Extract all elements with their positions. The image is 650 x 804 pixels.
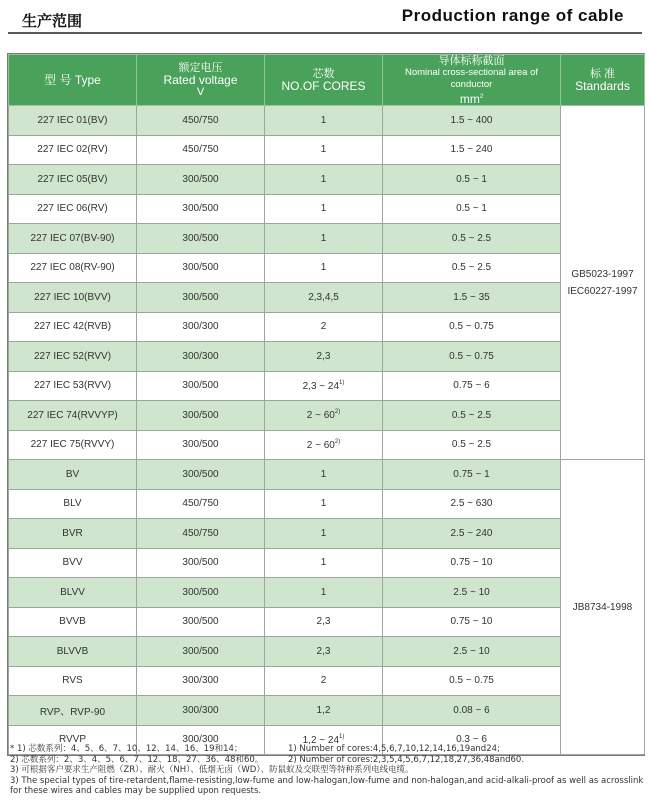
cores-value: 2,3,4,5 (308, 291, 339, 303)
table-row (9, 283, 645, 313)
cores-value: 1 (320, 232, 327, 244)
cell-cores (265, 460, 383, 490)
cell-voltage: 300/500 (137, 578, 265, 608)
cell-voltage: 300/500 (137, 253, 265, 283)
cell-cores (265, 165, 383, 195)
cell-voltage: 450/750 (137, 489, 265, 519)
header-divider (8, 32, 642, 34)
note-3-en: 3) The special types of tire-retardent,flame-resisting,low-fume and low-halogan,low-fume and non-halogan,and acid-alkali-proof as well as acrosslink (10, 775, 644, 786)
cores-value: 1 (320, 173, 327, 185)
cell-type: 227 IEC 05(BV) (9, 165, 137, 195)
cell-type: 227 IEC 53(RVV) (9, 371, 137, 401)
table-header-row (9, 55, 645, 106)
cell-area: 2.5 ~ 240 (383, 519, 561, 549)
col-header-area (383, 55, 561, 106)
cell-standard-group-2: JB8734-1998 (561, 460, 645, 755)
cores-value: 1 (320, 468, 327, 480)
voltage-label-en: Rated voltage (163, 73, 238, 87)
cell-area: 0.5 ~ 2.5 (383, 430, 561, 460)
cell-area: 0.75 ~ 10 (383, 607, 561, 637)
cell-area: 0.75 ~ 6 (383, 371, 561, 401)
area-label-en: Nominal cross-sectional area of conductor (404, 67, 539, 90)
table-row (9, 224, 645, 254)
cell-voltage: 300/500 (137, 430, 265, 460)
cell-voltage: 300/500 (137, 607, 265, 637)
cores-footnote-mark: 1) (339, 379, 345, 386)
standards-label-cn: 标 准 (589, 68, 616, 80)
cell-voltage: 300/300 (137, 725, 265, 755)
table-row (9, 637, 645, 667)
cell-cores (265, 253, 383, 283)
cell-area: 2.5 ~ 10 (383, 578, 561, 608)
table-row (9, 607, 645, 637)
cell-type: 227 IEC 42(RVB) (9, 312, 137, 342)
table-row (9, 519, 645, 549)
area-unit-sup: 2 (479, 94, 484, 100)
cell-area: 0.5 ~ 0.75 (383, 666, 561, 696)
cell-type: 227 IEC 75(RVVY) (9, 430, 137, 460)
cell-type: 227 IEC 01(BV) (9, 106, 137, 136)
cell-standard-group-1 (561, 106, 645, 460)
cell-voltage: 300/500 (137, 548, 265, 578)
cores-value: 2 ~ 60 (306, 410, 335, 422)
table-body (9, 106, 645, 755)
cell-cores (265, 342, 383, 372)
table-row (9, 342, 645, 372)
table-row (9, 253, 645, 283)
table-row (9, 312, 645, 342)
cell-area: 1.5 ~ 35 (383, 283, 561, 313)
cell-area: 0.5 ~ 1 (383, 194, 561, 224)
cores-value: 2 (320, 675, 327, 687)
cell-voltage: 450/750 (137, 519, 265, 549)
cores-footnote-mark: 2) (334, 438, 341, 445)
cores-value: 1 (320, 144, 327, 156)
cell-type: 227 IEC 07(BV-90) (9, 224, 137, 254)
cores-value: 1 (320, 527, 327, 539)
title-english: Production range of cable (401, 6, 624, 25)
cores-footnote-mark: 1) (339, 733, 345, 740)
col-header-standards (561, 55, 645, 106)
table-row (9, 489, 645, 519)
cell-area: 0.08 ~ 6 (383, 696, 561, 726)
cell-area: 0.3 ~ 6 (383, 725, 561, 755)
cell-cores (265, 312, 383, 342)
table-row (9, 371, 645, 401)
cell-voltage: 300/300 (137, 342, 265, 372)
table-row (9, 165, 645, 195)
cell-cores (265, 283, 383, 313)
cell-type: BVVB (9, 607, 137, 637)
cores-value: 2 ~ 60 (306, 439, 335, 451)
cell-voltage: 300/500 (137, 194, 265, 224)
standards-label-en: Standards (575, 79, 630, 93)
cell-cores (265, 371, 383, 401)
cores-value: 1,2 (316, 704, 331, 716)
note-3-en-cont: for these wires and cables may be supplied upon requests. (10, 786, 262, 796)
cell-area: 2.5 ~ 10 (383, 637, 561, 667)
table-row (9, 106, 645, 136)
cell-voltage: 300/500 (137, 637, 265, 667)
standard-gb: GB5023-1997 (571, 268, 634, 280)
cell-type: RVVP (9, 725, 137, 755)
note-2-cn: 2) 芯数系列：2、3、4、5、6、7、12、18、27、36、48和60。 (10, 754, 264, 765)
table-row (9, 666, 645, 696)
title-chinese: 生产范围 (22, 12, 83, 30)
table-row (9, 696, 645, 726)
cell-voltage: 450/750 (137, 135, 265, 165)
cell-type: BVV (9, 548, 137, 578)
cell-cores (265, 696, 383, 726)
cores-value: 1 (320, 203, 327, 215)
cell-area: 0.5 ~ 1 (383, 165, 561, 195)
cell-type: 227 IEC 10(BVV) (9, 283, 137, 313)
cell-voltage: 300/500 (137, 371, 265, 401)
cell-area: 0.5 ~ 2.5 (383, 401, 561, 431)
cores-value: 1 (320, 114, 327, 126)
cell-voltage: 300/500 (137, 401, 265, 431)
area-unit-text: mm (459, 92, 480, 106)
cores-value: 2,3 ~ 24 (302, 380, 340, 392)
cell-type: BLVV (9, 578, 137, 608)
table-row (9, 578, 645, 608)
note-3-cn: 3) 可根据客户要求生产阻燃（ZR）、耐火（NH）、低烟无卤（WD）、防鼠蚁及交联型等特种系列电线电缆。 (10, 765, 414, 775)
cores-value: 2,3 (316, 645, 331, 657)
cell-type: 227 IEC 74(RVVYP) (9, 401, 137, 431)
cell-type: BVR (9, 519, 137, 549)
cores-value: 2,3 (316, 350, 331, 362)
cell-voltage: 300/500 (137, 224, 265, 254)
note-1-en: 1) Number of cores:4,5,6,7,10,12,14,16,19and24; (288, 744, 500, 754)
cell-type: 227 IEC 52(RVV) (9, 342, 137, 372)
cores-value: 2,3 (316, 616, 331, 628)
cell-type: BV (9, 460, 137, 490)
cell-type: BLV (9, 489, 137, 519)
table-row (9, 548, 645, 578)
cell-voltage: 300/500 (137, 283, 265, 313)
cell-area: 0.5 ~ 0.75 (383, 342, 561, 372)
cores-value: 1 (320, 498, 327, 510)
note-2-en: 2) Number of cores:2,3,5,4,5,6,7,12,18,27,36,48and60. (288, 754, 525, 765)
cores-value: 1 (320, 262, 327, 274)
voltage-unit: V (196, 86, 205, 98)
footnotes (10, 744, 644, 797)
cell-cores (265, 194, 383, 224)
cell-cores (265, 489, 383, 519)
cores-value: 2 (320, 321, 327, 333)
cores-label-cn: 芯数 (312, 68, 335, 80)
area-unit (383, 91, 560, 105)
table-row (9, 194, 645, 224)
cell-cores (265, 548, 383, 578)
area-label-cn: 导体标称截面 (438, 55, 505, 67)
cores-value: 1 (320, 586, 327, 598)
standard-iec: IEC60227-1997 (567, 285, 638, 297)
cell-voltage: 300/500 (137, 460, 265, 490)
cores-footnote-mark: 2) (334, 409, 341, 416)
cell-cores (265, 637, 383, 667)
table-row (9, 430, 645, 460)
voltage-label-cn: 额定电压 (178, 62, 223, 74)
cell-area: 1.5 ~ 400 (383, 106, 561, 136)
table-row (9, 135, 645, 165)
cores-value: 1,2 ~ 24 (302, 734, 340, 746)
page-header (0, 0, 650, 40)
col-header-cores (265, 55, 383, 106)
col-header-type: 型 号 Type (9, 55, 137, 106)
cell-area: 0.75 ~ 1 (383, 460, 561, 490)
cell-area: 0.5 ~ 2.5 (383, 224, 561, 254)
cell-voltage: 450/750 (137, 106, 265, 136)
cell-cores (265, 578, 383, 608)
production-range-table (7, 53, 645, 756)
table-row (9, 401, 645, 431)
cell-cores (265, 106, 383, 136)
cell-type: RVS (9, 666, 137, 696)
cores-value: 1 (320, 557, 327, 569)
cell-type: 227 IEC 02(RV) (9, 135, 137, 165)
cell-type: 227 IEC 06(RV) (9, 194, 137, 224)
cell-voltage: 300/300 (137, 666, 265, 696)
cell-area: 0.5 ~ 2.5 (383, 253, 561, 283)
cell-area: 1.5 ~ 240 (383, 135, 561, 165)
cell-area: 0.75 ~ 10 (383, 548, 561, 578)
cell-cores (265, 519, 383, 549)
cell-cores (265, 430, 383, 460)
cell-type: 227 IEC 08(RV-90) (9, 253, 137, 283)
note-1-cn: * 1) 芯数系列：4、5、6、7、10、12、14、16、19和14； (10, 744, 243, 754)
cell-type: BLVVB (9, 637, 137, 667)
cell-area: 0.5 ~ 0.75 (383, 312, 561, 342)
cell-area: 2.5 ~ 630 (383, 489, 561, 519)
cell-cores (265, 224, 383, 254)
table-row (9, 460, 645, 490)
cell-cores (265, 135, 383, 165)
cell-cores (265, 666, 383, 696)
cores-label-en: NO.OF CORES (281, 79, 366, 93)
col-header-voltage (137, 55, 265, 106)
cell-cores (265, 401, 383, 431)
cell-voltage: 300/300 (137, 312, 265, 342)
cell-cores (265, 607, 383, 637)
cell-voltage: 300/500 (137, 165, 265, 195)
cell-type: RVP、RVP-90 (9, 696, 137, 726)
cell-voltage: 300/300 (137, 696, 265, 726)
